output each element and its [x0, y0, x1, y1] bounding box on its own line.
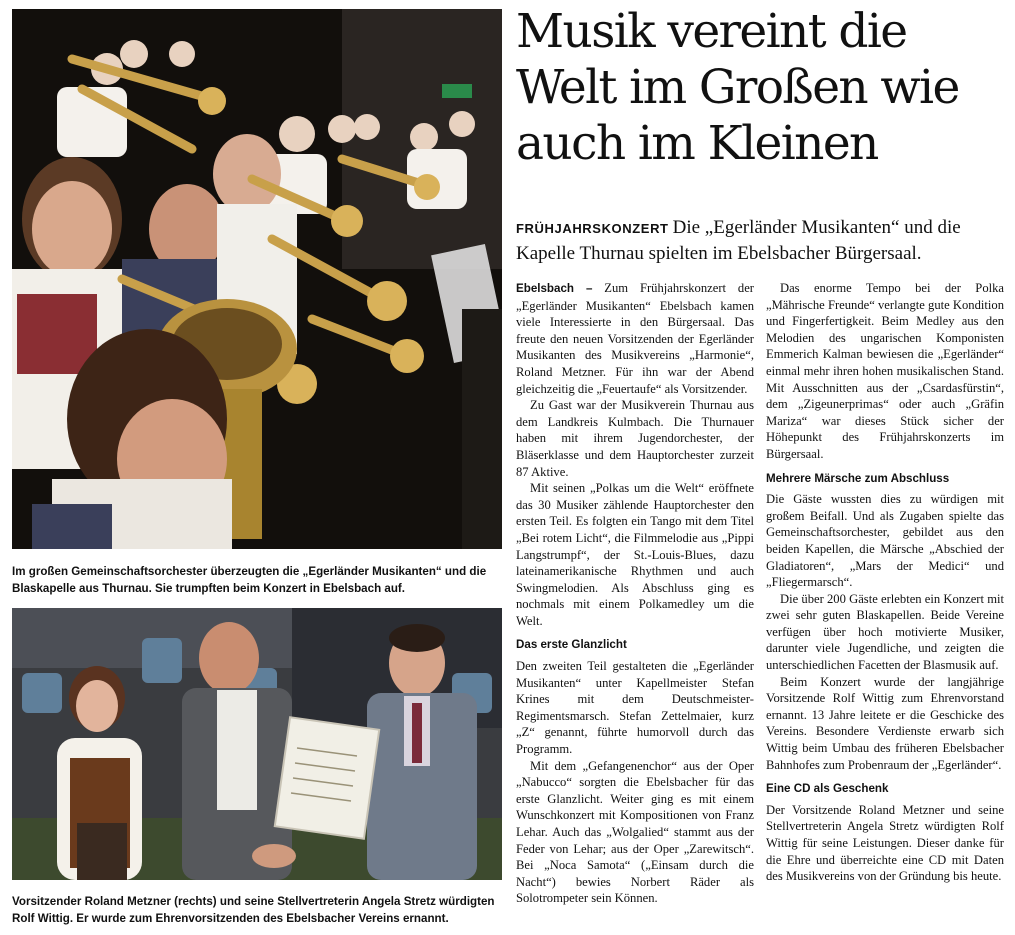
orchestra-illustration — [12, 9, 502, 549]
paragraph: Beim Konzert wurde der langjährige Vorsitzende Rolf Wittig zum Ehrenvorstand ernannt. 13 Jahre leitete er die Geschicke des Vereins. Besondere Verdienste erwarb sich Wittig beim Umbau des früheren Ebelsbacher Bahnhofes zum Probenraum der „Egerländer“. — [766, 674, 1004, 772]
paragraph — [516, 280, 754, 397]
subheading: Das erste Glanzlicht — [516, 638, 627, 652]
subheading: Mehrere Märsche zum Abschluss — [766, 471, 950, 485]
subheading: Eine CD als Geschenk — [766, 782, 889, 796]
deck-kicker: FRÜHJAHRSKONZERT — [516, 221, 669, 236]
paragraph: Den zweiten Teil gestalteten die „Egerländer Musikanten“ unter Kapellmeister Stefan Krines mit dem Deutschmeister-Regimentsmarsch. Stefan Zettelmaier, kurz „Z“ genannt, führte humorvoll durch das Programm. — [516, 659, 754, 757]
award-photo — [12, 608, 502, 880]
paragraph: Mit seinen „Polkas um die Welt“ eröffnete das 30 Musiker zählende Hauptorchester den ersten Teil. Es folgten ein Tango mit dem Titel „Bei rotem Licht“, die Filmmelodie aus „Pippi Langstrumpf“, der St.-Louis-Blues, dazu lateinamerikanische Rhythmen und auch Swingmelodien. Als Abschluss ging es nochmals mit einem Polkamedley um die Welt. — [516, 481, 754, 628]
photo-caption-1: Im großen Gemeinschaftsorchester überzeugten die „Egerländer Musikanten“ und die Blaskapelle aus Thurnau. Sie trumpften beim Konzert in Ebelsbach auf. — [12, 565, 487, 595]
paragraph: Mit dem „Gefangenenchor“ aus der Oper „Nabucco“ sorgten die Ebelsbacher für das erste Glanzlicht. Weiter ging es mit einem Wunschkonzert mit Kompositionen von Franz Lehar. Auch das „Wolgalied“ stammt aus der Feder von Lehar; aus der Oper „Zarewitsch“. Bei „Noca Samota“ („Einsam durch die Nacht“) bewies Norbert Räder als Solotrompeter sein Können. — [516, 758, 754, 906]
article-headline: Musik vereint die Welt im Großen wie auch im Kleinen — [516, 4, 959, 171]
photo-caption-2: Vorsitzender Roland Metzner (rechts) und seine Stellvertreterin Angela Stretz würdigten Rolf Wittig. Er wurde zum Ehrenvorsitzenden des Ebelsbacher Vereins ernannt. — [12, 895, 495, 925]
paragraph: Zu Gast war der Musikverein Thurnau aus dem Landkreis Kulmbach. Die Thurnauer haben mit ihrem Jugendorchester, der Bläserklasse und dem Hauptorchester zurzeit 87 Aktive. — [516, 398, 754, 479]
award-illustration — [12, 608, 502, 880]
paragraph: Die über 200 Gäste erlebten ein Konzert mit zwei sehr guten Blaskapellen. Beide Vereine verfügen über hoch motivierte Musiker, darunter viele Jugendliche, und zeigten die unterschiedlichen Facetten der Blasmusik auf. — [766, 591, 1004, 673]
paragraph: Die Gäste wussten dies zu würdigen mit großem Beifall. Und als Zugaben spielte das Gemeinschaftsorchester, gebildet aus den beiden Kapellen, die Märsche „Abschied der Gladiatoren“, „Mars der Medici“ und „Fliegermarsch“. — [766, 492, 1004, 590]
paragraph: Das enorme Tempo bei der Polka „Mährische Freunde“ verlangte gute Kondition und Fingerfertigkeit. Beim Medley aus den Melodien des ungarischen Komponisten Emmerich Kalman bewiesen die „Egerländer“ einmal mehr ihren hohen musikalischen Stand. Mit Ausschnitten aus der „Csardasfürstin“, dem „Zigeunerprimas“ oder auch „Gräfin Mariza“ war dieses Stück sicher der Höhepunkt des Frühjahrskonzerts im Bürgersaal. — [766, 281, 1004, 461]
article-column-1 — [516, 280, 754, 907]
article-column-2 — [766, 280, 1004, 885]
paragraph: Der Vorsitzende Roland Metzner und seine Stellvertreterin Angela Stretz würdigten Rolf Wittig für seine Leistungen. Dieser danke für die Ehre und überreichte eine CD mit Daten des Musikvereins von der Gründung bis heute. — [766, 802, 1004, 884]
paragraph-text: Zum Frühjahrskonzert der „Egerländer Musikanten“ Ebelsbach kamen viele Interessierte in den Bürgersaal. Das freute den neuen Vorsitzenden der Egerländer Musikanten des Musikvereins „Harmonie“, Roland Metzner. Für ihn war der Abend gleichzeitig die „Feuertaufe“ als Vorsitzender. — [516, 281, 754, 396]
deck-text: Die „Egerländer Musikanten“ und die Kapelle Thurnau spielten im Ebelsbacher Bürgersaal. — [516, 217, 961, 264]
dateline: Ebelsbach – — [516, 282, 593, 295]
orchestra-photo — [12, 9, 502, 549]
article-deck — [516, 215, 1006, 266]
